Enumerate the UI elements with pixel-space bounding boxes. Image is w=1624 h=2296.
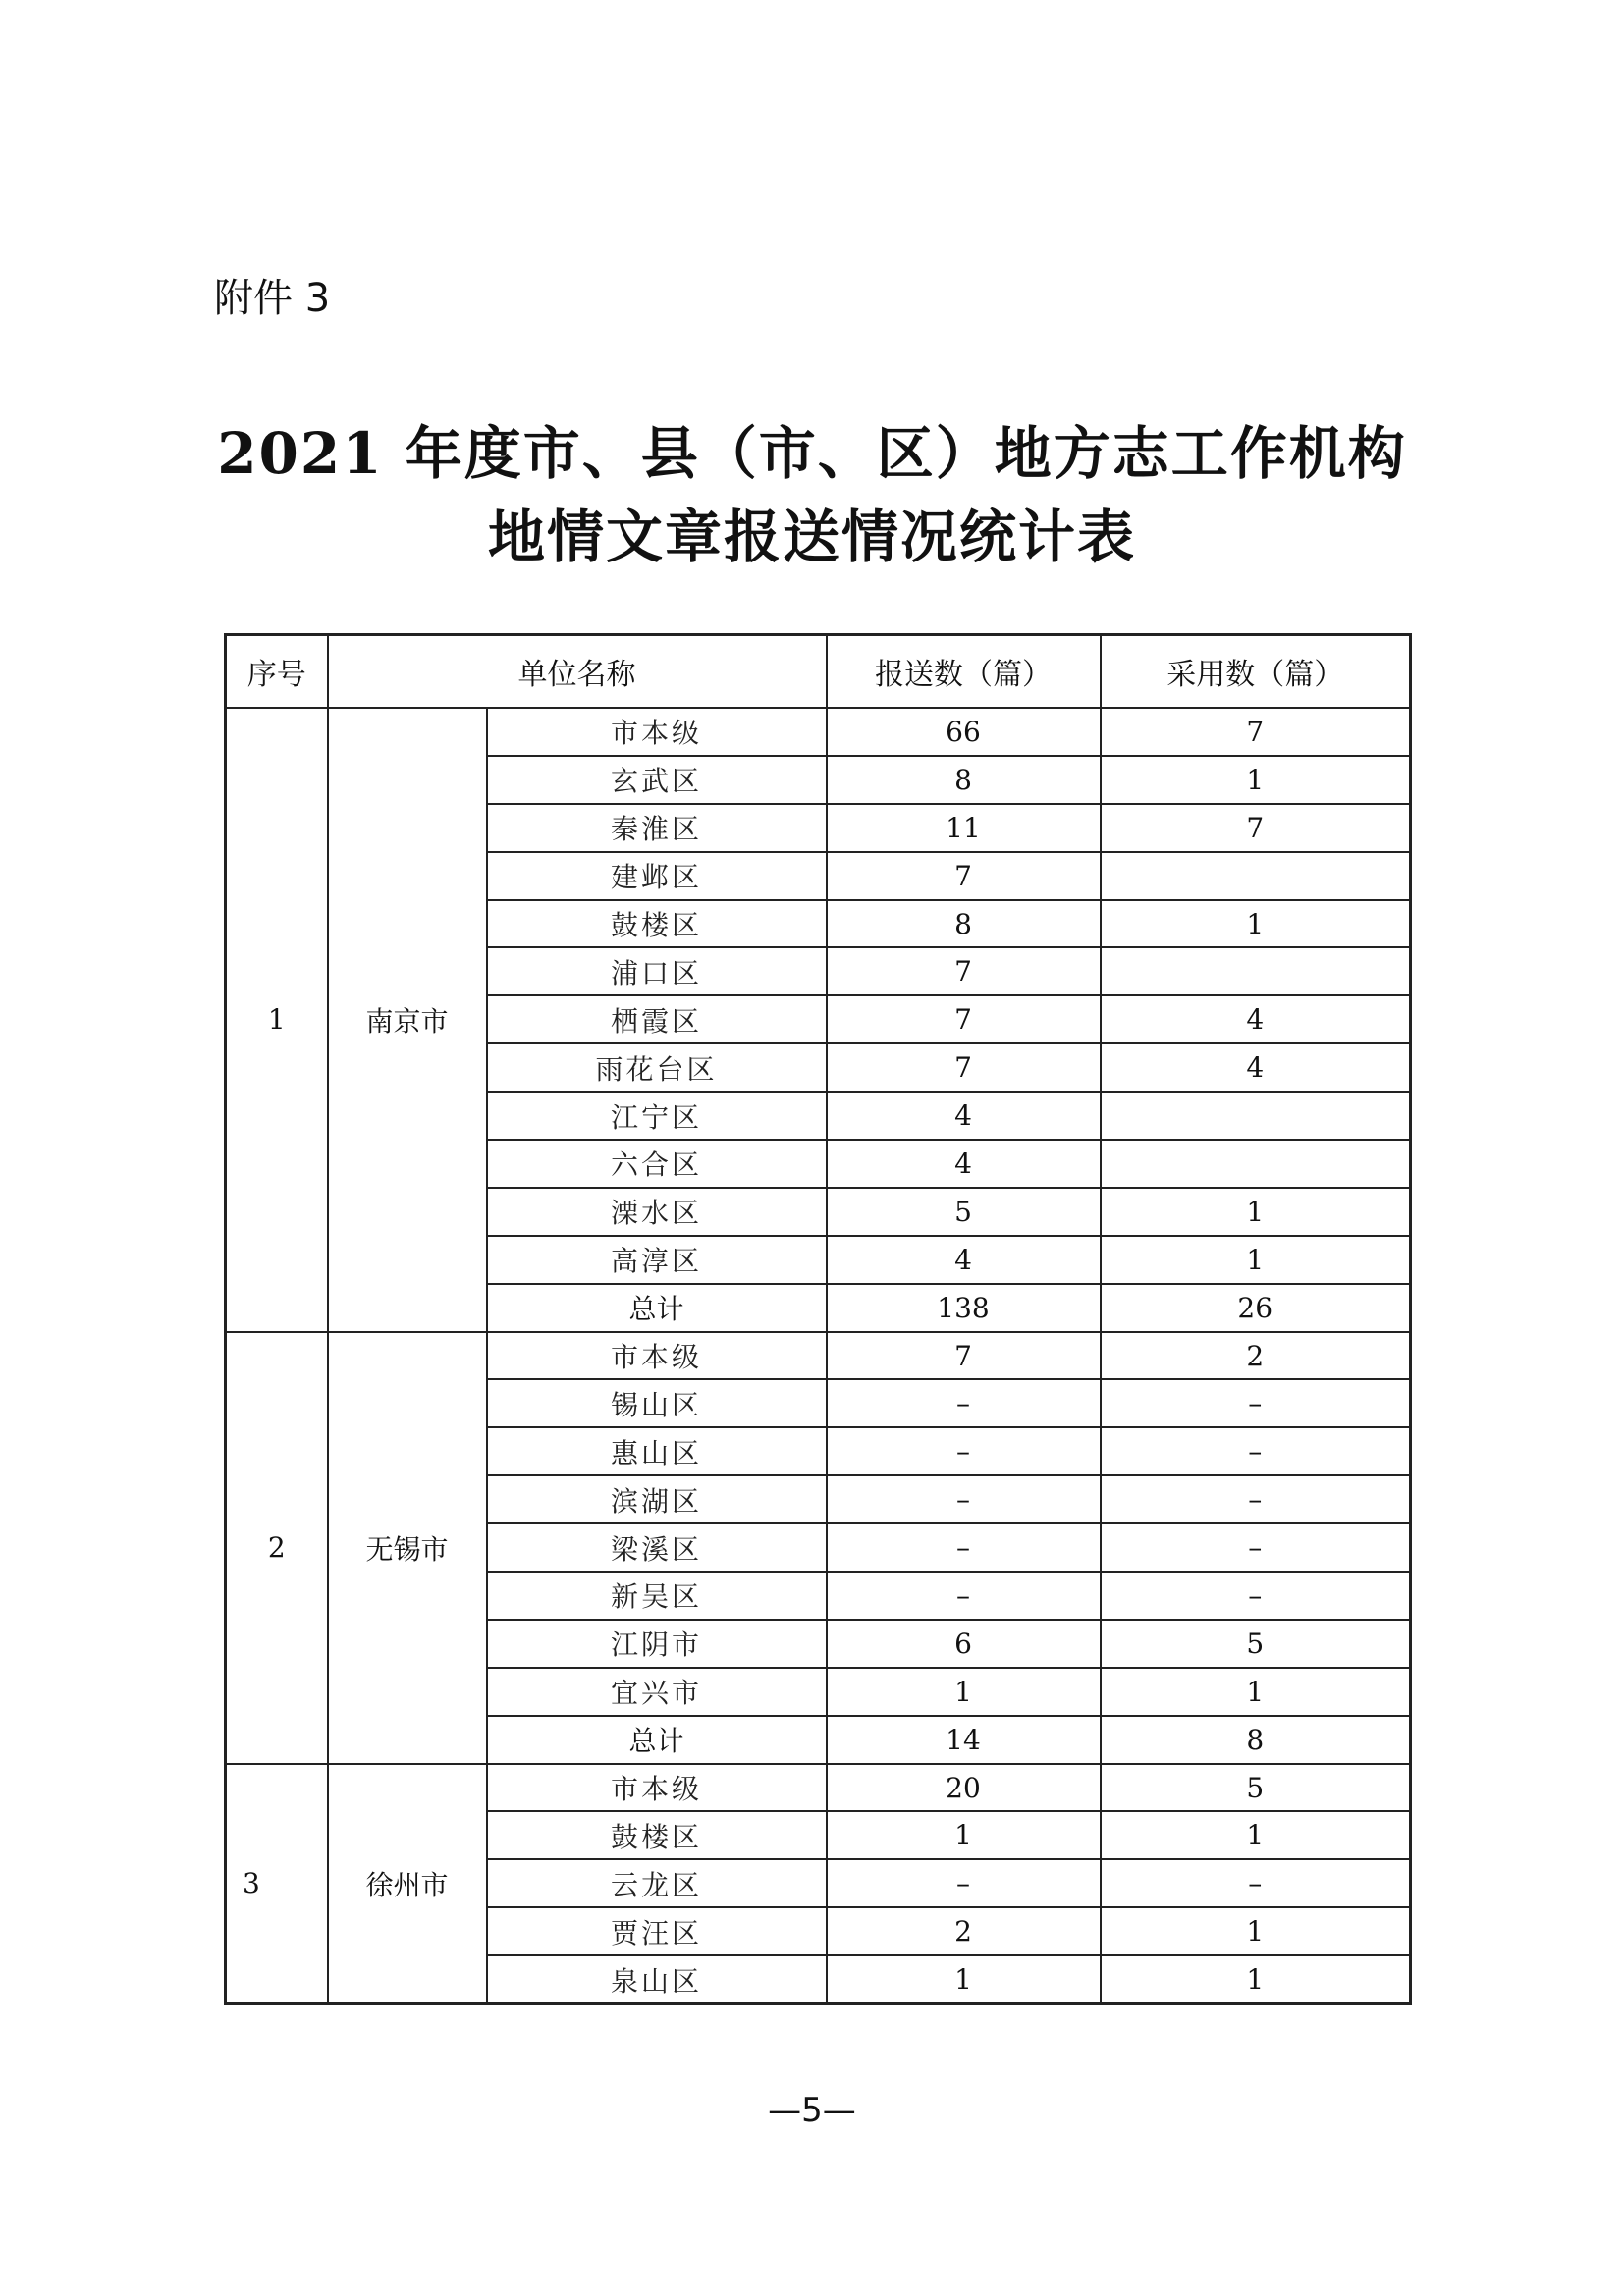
district-name: 溧水区 bbox=[487, 1188, 827, 1236]
district-name: 栖霞区 bbox=[487, 995, 827, 1043]
submitted-count: 7 bbox=[827, 995, 1101, 1043]
submitted-count: – bbox=[827, 1859, 1101, 1907]
table-body bbox=[226, 708, 1411, 2004]
table-header-row bbox=[226, 635, 1411, 709]
district-name: 江宁区 bbox=[487, 1092, 827, 1140]
submitted-count: 14 bbox=[827, 1716, 1101, 1764]
submitted-count: 1 bbox=[827, 1811, 1101, 1859]
submitted-count: 1 bbox=[827, 1668, 1101, 1716]
adopted-count: 1 bbox=[1101, 1236, 1411, 1284]
group-seq: 1 bbox=[226, 708, 328, 1332]
total-label: 总计 bbox=[487, 1284, 827, 1332]
adopted-count: 4 bbox=[1101, 1043, 1411, 1092]
district-name: 新吴区 bbox=[487, 1572, 827, 1620]
group-city: 无锡市 bbox=[328, 1332, 487, 1764]
submitted-count: 8 bbox=[827, 900, 1101, 948]
submitted-count: 4 bbox=[827, 1236, 1101, 1284]
district-name: 市本级 bbox=[487, 1764, 827, 1812]
group-seq: 3 bbox=[226, 1764, 328, 2004]
submitted-count: 4 bbox=[827, 1140, 1101, 1188]
adopted-count: 7 bbox=[1101, 708, 1411, 756]
header-adopted: 采用数（篇） bbox=[1101, 635, 1411, 709]
submitted-count: – bbox=[827, 1427, 1101, 1475]
adopted-count: 1 bbox=[1101, 1188, 1411, 1236]
adopted-count bbox=[1101, 852, 1411, 900]
group-city: 徐州市 bbox=[328, 1764, 487, 2004]
submitted-count: 7 bbox=[827, 947, 1101, 995]
district-name: 鼓楼区 bbox=[487, 900, 827, 948]
adopted-count: 1 bbox=[1101, 1668, 1411, 1716]
adopted-count: – bbox=[1101, 1523, 1411, 1572]
submitted-count: – bbox=[827, 1523, 1101, 1572]
submitted-count: 2 bbox=[827, 1907, 1101, 1955]
adopted-count: – bbox=[1101, 1572, 1411, 1620]
adopted-count: 5 bbox=[1101, 1764, 1411, 1812]
adopted-count: 26 bbox=[1101, 1284, 1411, 1332]
table-row bbox=[226, 1764, 1411, 1812]
submitted-count: 20 bbox=[827, 1764, 1101, 1812]
district-name: 泉山区 bbox=[487, 1955, 827, 2003]
adopted-count: – bbox=[1101, 1379, 1411, 1427]
adopted-count: 1 bbox=[1101, 1955, 1411, 2003]
district-name: 江阴市 bbox=[487, 1620, 827, 1668]
adopted-count: – bbox=[1101, 1859, 1411, 1907]
adopted-count: 1 bbox=[1101, 1811, 1411, 1859]
total-label: 总计 bbox=[487, 1716, 827, 1764]
submitted-count: 7 bbox=[827, 1332, 1101, 1380]
submitted-count: 4 bbox=[827, 1092, 1101, 1140]
group-seq: 2 bbox=[226, 1332, 328, 1764]
header-seq: 序号 bbox=[226, 635, 328, 709]
adopted-count: 1 bbox=[1101, 756, 1411, 804]
adopted-count: 7 bbox=[1101, 804, 1411, 852]
district-name: 鼓楼区 bbox=[487, 1811, 827, 1859]
header-submitted: 报送数（篇） bbox=[827, 635, 1101, 709]
submitted-count: – bbox=[827, 1572, 1101, 1620]
attachment-label: 附件 3 bbox=[214, 276, 331, 321]
adopted-count: 2 bbox=[1101, 1332, 1411, 1380]
submitted-count: – bbox=[827, 1379, 1101, 1427]
submitted-count: 138 bbox=[827, 1284, 1101, 1332]
district-name: 惠山区 bbox=[487, 1427, 827, 1475]
district-name: 梁溪区 bbox=[487, 1523, 827, 1572]
adopted-count bbox=[1101, 1140, 1411, 1188]
group-city: 南京市 bbox=[328, 708, 487, 1332]
district-name: 市本级 bbox=[487, 708, 827, 756]
district-name: 雨花台区 bbox=[487, 1043, 827, 1092]
page-number: —5— bbox=[768, 2091, 856, 2130]
district-name: 浦口区 bbox=[487, 947, 827, 995]
document-title-line-2: 地情文章报送情况统计表 bbox=[487, 504, 1136, 570]
table-row bbox=[226, 1332, 1411, 1380]
district-name: 高淳区 bbox=[487, 1236, 827, 1284]
district-name: 贾汪区 bbox=[487, 1907, 827, 1955]
submitted-count: 7 bbox=[827, 852, 1101, 900]
district-name: 宜兴市 bbox=[487, 1668, 827, 1716]
document-title-line-1: 2021 年度市、县（市、区）地方志工作机构 bbox=[217, 420, 1407, 487]
submitted-count: 6 bbox=[827, 1620, 1101, 1668]
submitted-count: 8 bbox=[827, 756, 1101, 804]
adopted-count bbox=[1101, 947, 1411, 995]
adopted-count: 8 bbox=[1101, 1716, 1411, 1764]
district-name: 云龙区 bbox=[487, 1859, 827, 1907]
submitted-count: – bbox=[827, 1475, 1101, 1523]
table-row bbox=[226, 708, 1411, 756]
district-name: 锡山区 bbox=[487, 1379, 827, 1427]
district-name: 秦淮区 bbox=[487, 804, 827, 852]
district-name: 建邺区 bbox=[487, 852, 827, 900]
district-name: 六合区 bbox=[487, 1140, 827, 1188]
adopted-count: 1 bbox=[1101, 900, 1411, 948]
adopted-count: – bbox=[1101, 1475, 1411, 1523]
district-name: 玄武区 bbox=[487, 756, 827, 804]
adopted-count: 1 bbox=[1101, 1907, 1411, 1955]
statistics-table bbox=[224, 633, 1412, 2005]
adopted-count: – bbox=[1101, 1427, 1411, 1475]
adopted-count bbox=[1101, 1092, 1411, 1140]
submitted-count: 5 bbox=[827, 1188, 1101, 1236]
submitted-count: 11 bbox=[827, 804, 1101, 852]
submitted-count: 1 bbox=[827, 1955, 1101, 2003]
district-name: 市本级 bbox=[487, 1332, 827, 1380]
submitted-count: 66 bbox=[827, 708, 1101, 756]
header-unit: 单位名称 bbox=[328, 635, 827, 709]
adopted-count: 5 bbox=[1101, 1620, 1411, 1668]
adopted-count: 4 bbox=[1101, 995, 1411, 1043]
submitted-count: 7 bbox=[827, 1043, 1101, 1092]
district-name: 滨湖区 bbox=[487, 1475, 827, 1523]
